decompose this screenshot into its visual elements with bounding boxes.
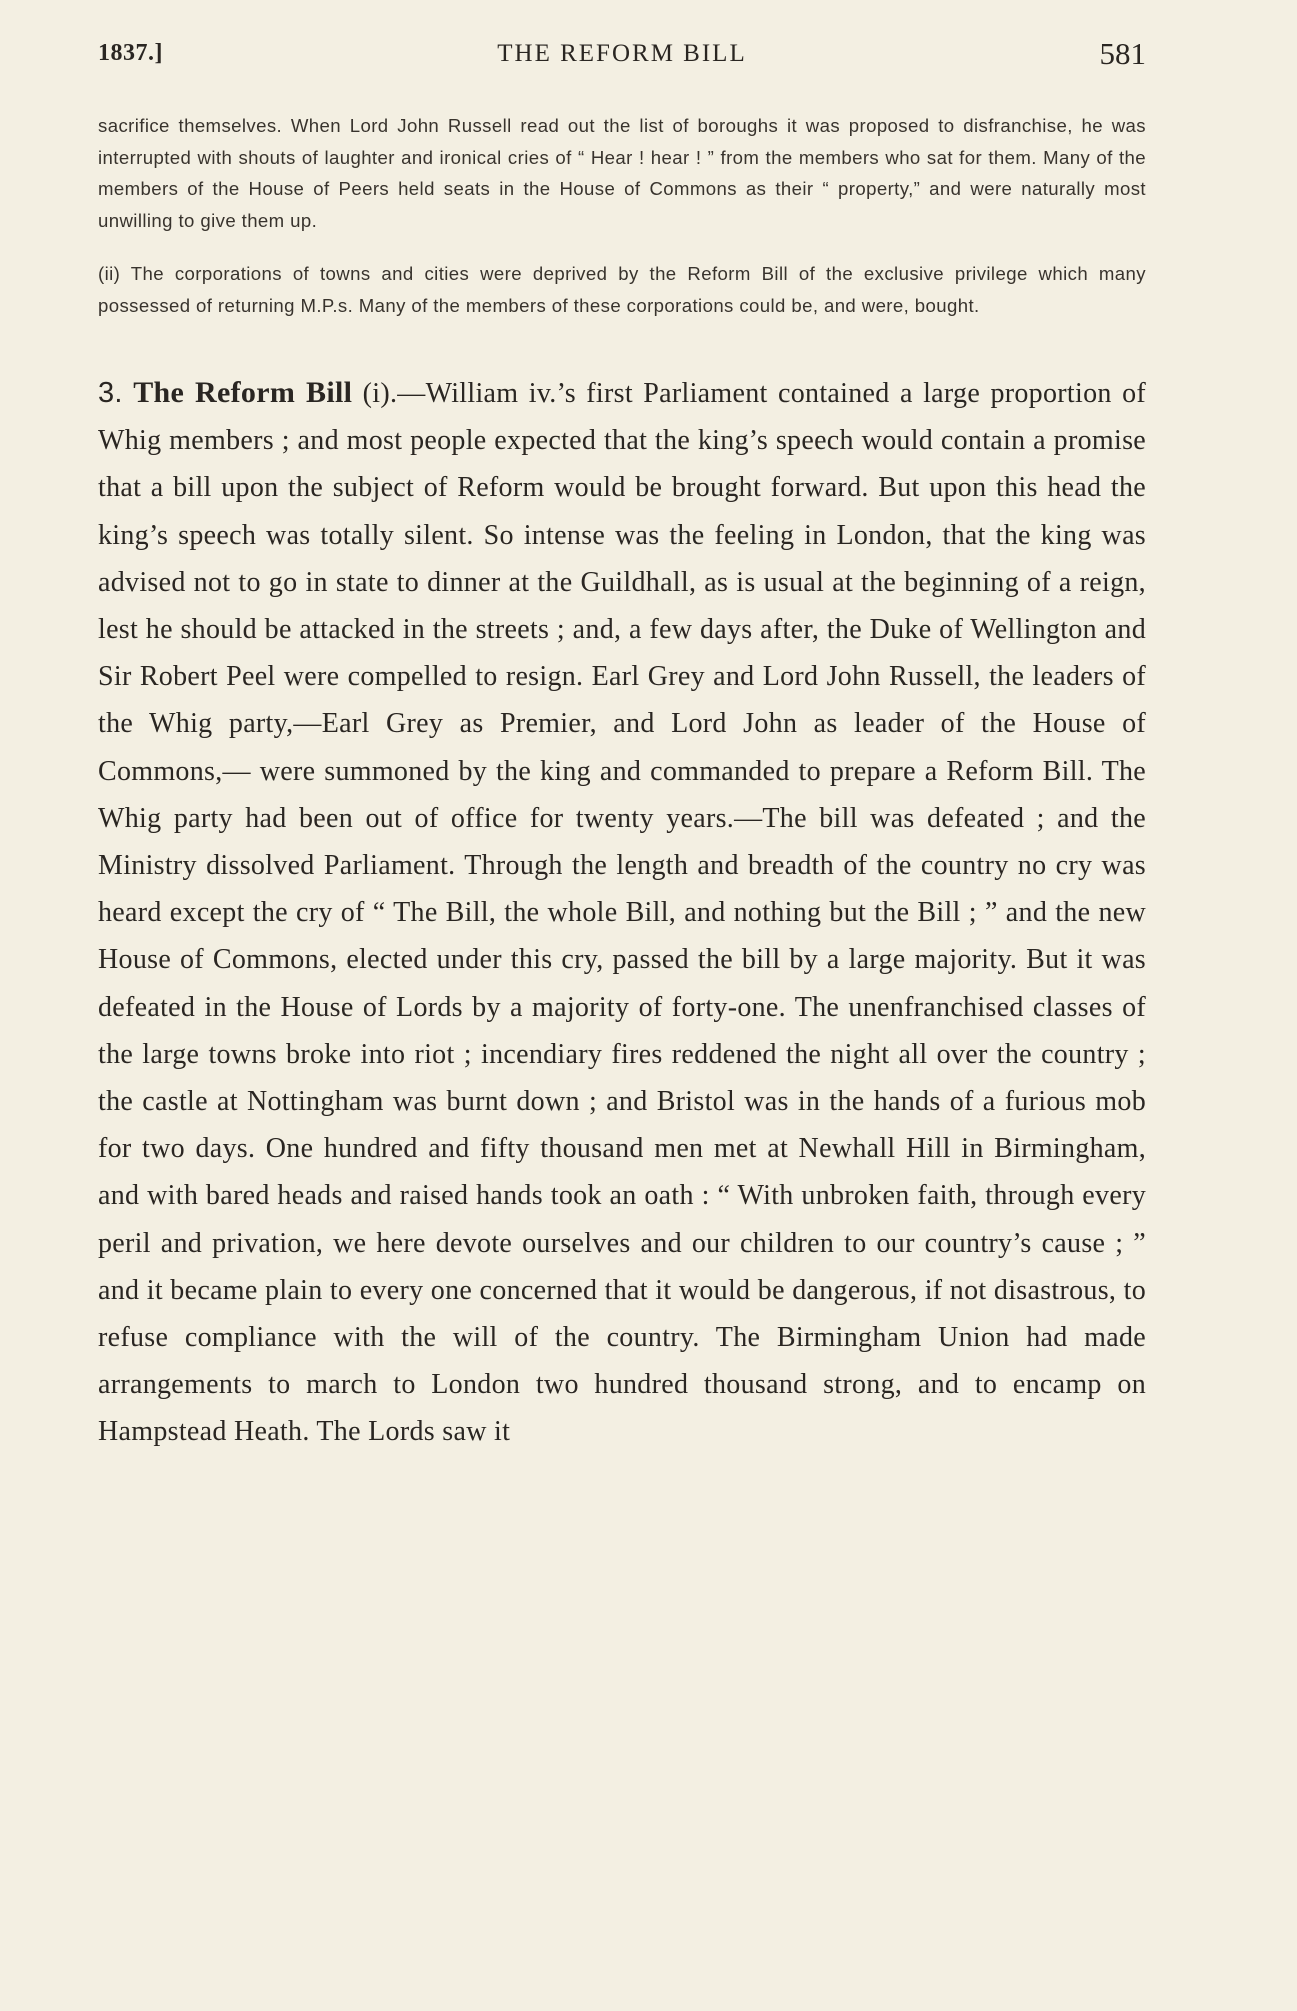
running-header xyxy=(98,30,1146,82)
section-paragraph xyxy=(98,369,1146,1456)
book-page xyxy=(98,30,1146,1456)
section-title: The Reform Bill xyxy=(133,376,353,409)
header-year: 1837.] xyxy=(98,40,163,66)
section-body-text: William iv.’s first Parliament contained a large proportion of Whig members ; and most people expected that the king’s speech would contain a promise that a bill upon the subject of Reform would be brought forward. But upon this head the king’s speech was totally silent. So intense was the feeling in London, that the king was advised not to go in state to dinner at the Guildhall, as is usual at the beginning of a reign, lest he should be attacked in the streets ; and, a few days after, the Duke of Wellington and Sir Robert Peel were compelled to resign. Earl Grey and Lord John Russell, the leaders of the Whig party,—Earl Grey as Premier, and Lord John as leader of the House of Commons,— were summoned by the king and commanded to prepare a Reform Bill. The Whig party had been out of office for twenty years.—The bill was defeated ; and the Ministry dissolved Parliament. Through the length and breadth of the country no cry was heard except the cry of “ The Bill, the whole Bill, and nothing but the Bill ; ” and the new House of Commons, elected under this cry, passed the bill by a large majority. But it was defeated in the House of Lords by a majority of forty-one. The unenfranchised classes of the large towns broke into riot ; incendiary fires reddened the night all over the country ; the castle at Nottingham was burnt down ; and Bristol was in the hands of a furious mob for two days. One hundred and fifty thousand men met at Newhall Hill in Birmingham, and with bared heads and raised hands took an oath : “ With unbroken faith, through every peril and privation, we here devote ourselves and our children to our country’s cause ; ” and it became plain to every one concerned that it would be dangerous, if not disastrous, to refuse compliance with the will of the country. The Birmingham Union had made arrangements to march to London two hundred thousand strong, and to encamp on Hampstead Heath. The Lords saw it xyxy=(98,378,1146,1448)
section-number: 3. xyxy=(98,377,123,409)
page-number: 581 xyxy=(1099,36,1146,71)
footnote-reference: (i).— xyxy=(362,378,426,409)
footnote-paragraph-1: sacrifice themselves. When Lord John Russell read out the list of boroughs it was proposed to disfranchise, he was interrupted with shouts of laughter and ironical cries of “ Hear ! hear ! ” from the members who sat for them. Many of the members of the House of Peers held seats in the House of Commons as their “ property,” and were naturally most unwilling to give them up. xyxy=(98,115,1146,231)
header-title: THE REFORM BILL xyxy=(497,40,747,67)
footnote-paragraph-2: (ii) The corporations of towns and cities were deprived by the Reform Bill of the exclusive privilege which many possessed of returning M.P.s. Many of the members of these corporations could be, and were, bought. xyxy=(98,263,1146,316)
